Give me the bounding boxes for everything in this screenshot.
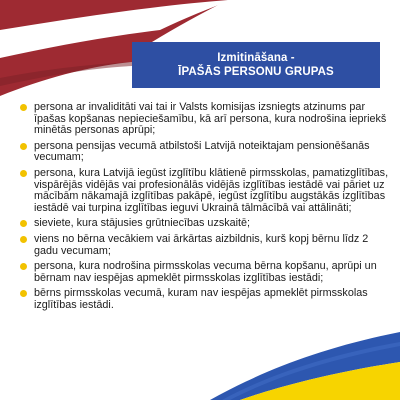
list-item-text: viens no bērna vecākiem vai ārkārtas aizbildnis, kurš kopj bērnu līdz 2 gadu vecumam; (34, 232, 369, 257)
list-item (20, 168, 390, 214)
title-banner (132, 42, 380, 88)
list-item (20, 234, 390, 257)
list-item (20, 102, 390, 137)
yellow-dot-bullet-icon (20, 236, 27, 243)
list-item-text: sieviete, kura stājusies grūtniecības uzskaitē; (34, 217, 251, 230)
list-item (20, 218, 390, 230)
eligibility-list (20, 102, 390, 316)
yellow-dot-bullet-icon (20, 263, 27, 270)
title-line-2: ĪPAŠĀS PERSONU GRUPAS (178, 66, 334, 78)
yellow-dot-bullet-icon (20, 104, 27, 111)
list-item (20, 261, 390, 284)
list-item-text: persona, kura Latvijā iegūst izglītību klātienē pirmsskolas, pamatizglītības, vispārējās vidējās vai profesionālās vidējās izglītības iestādē vai pāriet uz mācībām nākamajā izglītības pakāpē, iegūst izglītību augstākās izglītības iestādē vai turpina izglītības ieguvi Ukrainā tālmācībā vai attālināti; (34, 166, 389, 214)
list-item-text: persona pensijas vecumā atbilstoši Latvijā noteiktajam pensionēšanās vecumam; (34, 139, 370, 164)
list-item-text: bērns pirmsskolas vecumā, kuram nav iespējas apmeklēt pirmsskolas izglītības iestādi. (34, 287, 368, 311)
list-item (20, 288, 390, 311)
ukraine-flag-ribbon (210, 332, 400, 400)
yellow-dot-bullet-icon (20, 290, 27, 297)
yellow-dot-bullet-icon (20, 170, 27, 177)
list-item-text: persona, kura nodrošina pirmsskolas vecuma bērna kopšanu, aprūpi un bērnam nav iespējas apmeklēt pirmsskolas izglītības iestādi; (34, 260, 377, 284)
yellow-dot-bullet-icon (20, 143, 27, 150)
list-item-text: persona ar invaliditāti vai tai ir Valsts komisijas izsniegts atzinums par īpašas kopšanas nepieciešamību, kā arī persona, kura nodrošina iepriekš minētās personas aprūpi; (34, 101, 387, 137)
title-line-1: Izmitināšana - (217, 52, 295, 64)
list-item (20, 141, 390, 164)
yellow-dot-bullet-icon (20, 220, 27, 227)
